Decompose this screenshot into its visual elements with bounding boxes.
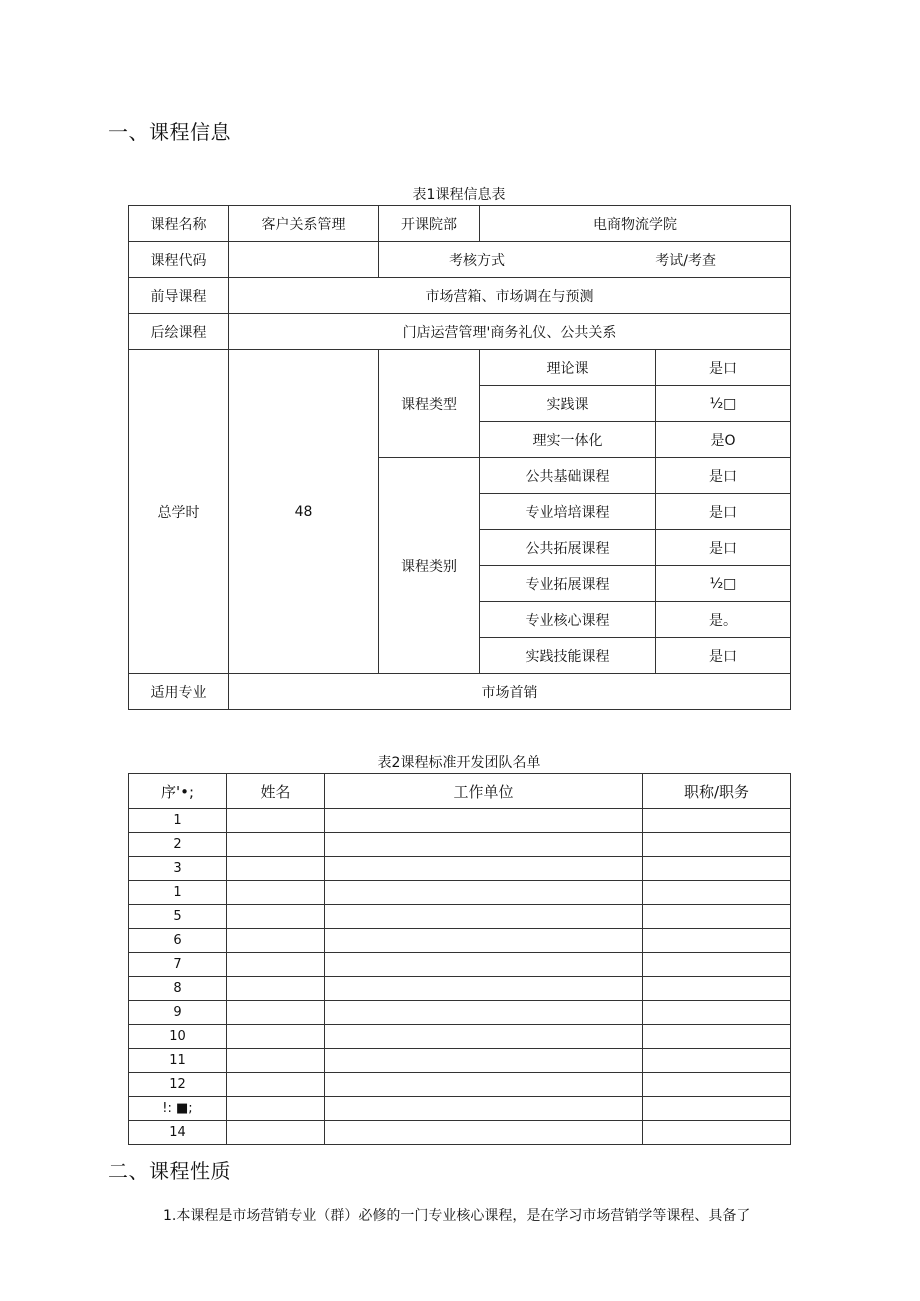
followup-row xyxy=(129,314,791,350)
row-work-unit xyxy=(325,833,643,857)
row-work-unit xyxy=(325,1073,643,1097)
type-value: ½□ xyxy=(656,386,791,422)
row-title xyxy=(643,1121,791,1145)
row-index: 5 xyxy=(129,905,227,929)
row-index: !: ■; xyxy=(129,1097,227,1121)
table-row xyxy=(129,1097,791,1121)
major-label: 适用专业 xyxy=(129,674,229,710)
row-title xyxy=(643,1025,791,1049)
category-value: 是口 xyxy=(656,494,791,530)
row-work-unit xyxy=(325,1025,643,1049)
row-index: 6 xyxy=(129,929,227,953)
assessment-label: 考核方式 xyxy=(449,252,505,269)
type-name: 实践课 xyxy=(480,386,656,422)
major-value: 市场首销 xyxy=(229,674,791,710)
row-index: 1 xyxy=(129,881,227,905)
row-index: 7 xyxy=(129,953,227,977)
row-name xyxy=(227,929,325,953)
course-nature-paragraph: 1.本课程是市场营销专业（群）必修的一门专业核心课程，是在学习市场营销学等课程、具备了 xyxy=(163,1208,751,1224)
row-title xyxy=(643,1049,791,1073)
followup-label: 后绘课程 xyxy=(129,314,229,350)
team-table xyxy=(128,773,791,1145)
row-name xyxy=(227,1049,325,1073)
row-title xyxy=(643,881,791,905)
row-index: 2 xyxy=(129,833,227,857)
row-title xyxy=(643,1073,791,1097)
row-work-unit xyxy=(325,1121,643,1145)
header-title: 职称/职务 xyxy=(643,774,791,809)
row-work-unit xyxy=(325,809,643,833)
table-row xyxy=(129,1073,791,1097)
row-name xyxy=(227,809,325,833)
row-title xyxy=(643,833,791,857)
row-work-unit xyxy=(325,929,643,953)
row-title xyxy=(643,1097,791,1121)
course-name-row xyxy=(129,206,791,242)
row-work-unit xyxy=(325,1049,643,1073)
table-row xyxy=(129,857,791,881)
prerequisite-label: 前导课程 xyxy=(129,278,229,314)
category-name: 专业核心课程 xyxy=(480,602,656,638)
course-code-label: 课程代码 xyxy=(129,242,229,278)
row-name xyxy=(227,953,325,977)
row-title xyxy=(643,953,791,977)
row-work-unit xyxy=(325,1097,643,1121)
row-work-unit xyxy=(325,905,643,929)
category-name: 实践技能课程 xyxy=(480,638,656,674)
table-row xyxy=(129,809,791,833)
row-name xyxy=(227,1073,325,1097)
row-work-unit xyxy=(325,977,643,1001)
row-work-unit xyxy=(325,857,643,881)
type-name: 理实一体化 xyxy=(480,422,656,458)
table-row xyxy=(129,1121,791,1145)
row-name xyxy=(227,1025,325,1049)
header-work-unit: 工作单位 xyxy=(325,774,643,809)
table-row xyxy=(129,833,791,857)
type-name: 理论课 xyxy=(480,350,656,386)
department-label: 开课院部 xyxy=(379,206,480,242)
category-name: 公共基础课程 xyxy=(480,458,656,494)
type-row xyxy=(129,350,791,386)
category-name: 专业拓展课程 xyxy=(480,566,656,602)
row-index: 12 xyxy=(129,1073,227,1097)
prerequisite-row xyxy=(129,278,791,314)
row-index: 8 xyxy=(129,977,227,1001)
course-info-table xyxy=(128,205,791,710)
category-value: 是口 xyxy=(656,638,791,674)
category-value: 是口 xyxy=(656,530,791,566)
row-name xyxy=(227,833,325,857)
course-name-value: 客户关系管理 xyxy=(229,206,379,242)
prerequisite-value: 市场营箱、市场调在与预测 xyxy=(229,278,791,314)
table-row xyxy=(129,929,791,953)
category-value: ½□ xyxy=(656,566,791,602)
table-row xyxy=(129,1025,791,1049)
table-row xyxy=(129,1001,791,1025)
row-work-unit xyxy=(325,881,643,905)
row-work-unit xyxy=(325,1001,643,1025)
major-row xyxy=(129,674,791,710)
row-index: 14 xyxy=(129,1121,227,1145)
course-code-value xyxy=(229,242,379,278)
section-title-course-nature: 二、课程性质 xyxy=(108,1159,231,1183)
team-table-header xyxy=(129,774,791,809)
total-hours-value: 48 xyxy=(229,350,379,674)
total-hours-label: 总学时 xyxy=(129,350,229,674)
table2-caption: 表2课程标准开发团队名单 xyxy=(377,755,541,771)
course-code-row xyxy=(129,242,791,278)
row-title xyxy=(643,905,791,929)
course-name-label: 课程名称 xyxy=(129,206,229,242)
table-row xyxy=(129,953,791,977)
row-index: 3 xyxy=(129,857,227,881)
type-value: 是口 xyxy=(656,350,791,386)
table-row xyxy=(129,1049,791,1073)
row-work-unit xyxy=(325,953,643,977)
row-title xyxy=(643,977,791,1001)
type-value: 是O xyxy=(656,422,791,458)
row-title xyxy=(643,1001,791,1025)
course-type-label: 课程类型 xyxy=(379,350,480,458)
row-name xyxy=(227,1097,325,1121)
row-index: 11 xyxy=(129,1049,227,1073)
table1-caption: 表1课程信息表 xyxy=(412,187,506,203)
row-name xyxy=(227,1001,325,1025)
row-index: 9 xyxy=(129,1001,227,1025)
assessment-value: 考试/考查 xyxy=(655,252,716,269)
row-title xyxy=(643,809,791,833)
header-name: 姓名 xyxy=(227,774,325,809)
header-index: 序'•; xyxy=(129,774,227,809)
followup-value: 门店运营管理'商务礼仪、公共关系 xyxy=(229,314,791,350)
row-title xyxy=(643,929,791,953)
table-row xyxy=(129,977,791,1001)
category-value: 是口 xyxy=(656,458,791,494)
assessment-cell xyxy=(379,242,791,278)
category-name: 公共拓展课程 xyxy=(480,530,656,566)
category-value: 是。 xyxy=(656,602,791,638)
course-category-label: 课程类别 xyxy=(379,458,480,674)
row-name xyxy=(227,1121,325,1145)
row-title xyxy=(643,857,791,881)
category-name: 专业培培课程 xyxy=(480,494,656,530)
row-name xyxy=(227,881,325,905)
row-index: 1 xyxy=(129,809,227,833)
row-name xyxy=(227,857,325,881)
department-value: 电商物流学院 xyxy=(480,206,791,242)
table-row xyxy=(129,881,791,905)
row-name xyxy=(227,977,325,1001)
row-name xyxy=(227,905,325,929)
section-title-course-info: 一、课程信息 xyxy=(108,120,231,144)
row-index: 10 xyxy=(129,1025,227,1049)
table-row xyxy=(129,905,791,929)
